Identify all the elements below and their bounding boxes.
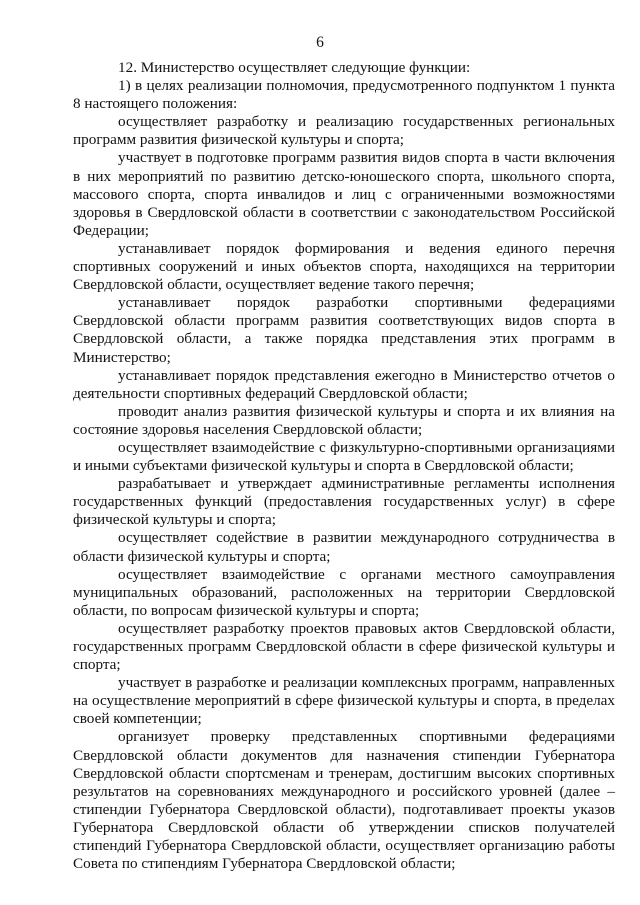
paragraph: осуществляет разработку проектов правовых актов Свердловской области, государственных программ Свердловской области в сфере физической культуры и спорта; [73, 619, 615, 674]
paragraph-functions-heading: 12. Министерство осуществляет следующие функции: [118, 59, 471, 76]
paragraph: устанавливает порядок разработки спортивными федерациями Свердловской области программ развития соответствующих видов спорта в Свердловской области, а также порядка представления этих программ в Министерство; [73, 294, 615, 366]
paragraph: участвует в разработке и реализации комплексных программ, направленных на осуществление мероприятий в сфере физической культуры и спорта, в пределах своей компетенции; [73, 674, 615, 728]
paragraph: осуществляет взаимодействие с физкультурно-спортивными организациями и иными субъектами физической культуры и спорта в Свердловской области; [73, 438, 615, 475]
paragraph: устанавливает порядок представления ежегодно в Министерство отчетов о деятельности спортивных федераций Свердловской области; [73, 366, 615, 402]
paragraph: проводит анализ развития физической культуры и спорта и их влияния на состояние здоровья населения Свердловской области; [73, 402, 615, 438]
page-number: 6 [316, 34, 324, 51]
paragraph: устанавливает порядок формирования и ведения единого перечня спортивных сооружений и иных объектов спорта, находящихся на территории Свердловской области, осуществляет ведение такого перечня; [73, 239, 615, 294]
document-body [73, 59, 615, 873]
paragraph: разрабатывает и утверждает административные регламенты исполнения государственных функций (предоставления государственных услуг) в сфере физической культуры и спорта; [73, 475, 615, 529]
paragraph: организует проверку представленных спортивными федерациями Свердловской области документов для назначения стипендии Губернатора Свердловской области спортсменам и тренерам, достигшим высоких спортивных результатов на соревнованиях международного и российского уровней (далее – стипендии Губернатора Свердловской области), подготавливает проекты указов Губернатора Свердловской области об утверждении списков получателей стипендий Губернатора Свердловской области, осуществляет организацию работы Совета по стипендиям Губернатора Свердловской области; [73, 728, 615, 873]
paragraph: осуществляет разработку и реализацию государственных региональных программ развития физической культуры и спорта; [73, 113, 615, 149]
paragraph: осуществляет взаимодействие с органами местного самоуправления муниципальных образований, расположенных на территории Свердловской области, по вопросам физической культуры и спорта; [73, 565, 615, 619]
paragraph-subitem-1: 1) в целях реализации полномочия, предусмотренного подпунктом 1 пункта 8 настоящего положения: [73, 77, 615, 113]
paragraph: участвует в подготовке программ развития видов спорта в части включения в них мероприятий по развитию детско-юношеского спорта, школьного спорта, массового спорта, спорта инвалидов и лиц с ограниченными возможностями здоровья в Свердловской области в соответствии с законодательством Российской Федерации; [73, 149, 615, 239]
paragraph: осуществляет содействие в развитии международного сотрудничества в области физической культуры и спорта; [73, 529, 615, 565]
